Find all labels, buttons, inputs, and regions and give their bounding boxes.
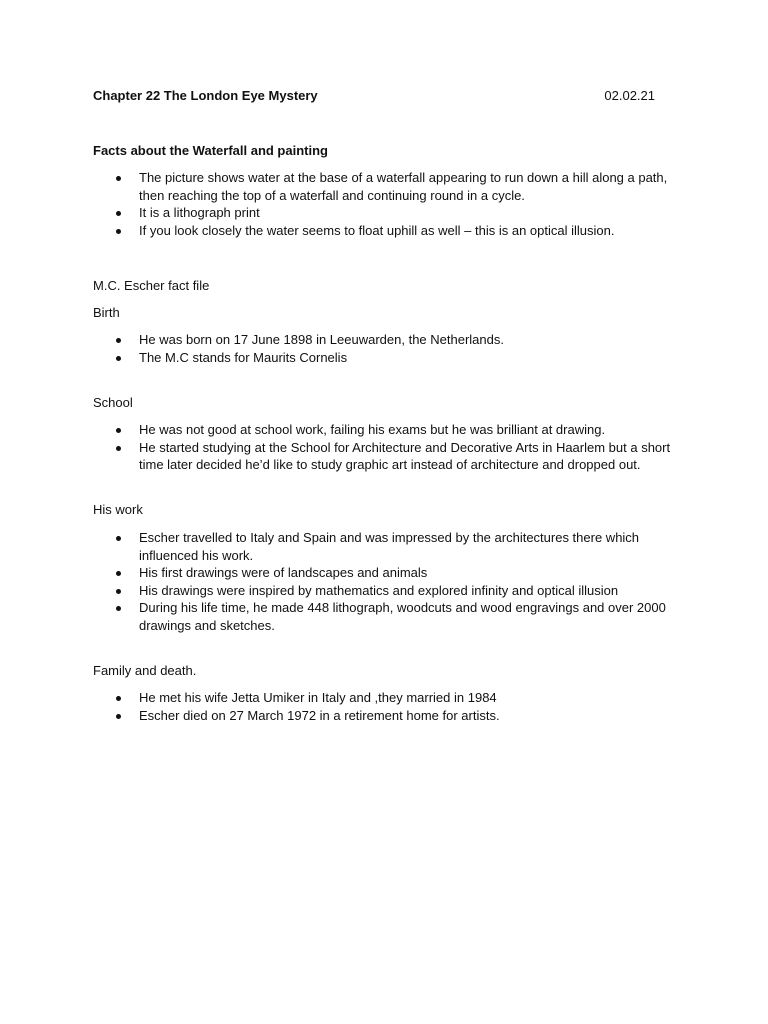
- bullet-icon: [116, 428, 121, 433]
- fact-file-heading: M.C. Escher fact file: [93, 278, 210, 293]
- bullet-icon: [116, 606, 121, 611]
- list-item: [93, 169, 683, 204]
- bullet-icon: [116, 229, 121, 234]
- bullet-icon: [116, 571, 121, 576]
- list-item-text: The M.C stands for Maurits Cornelis: [139, 349, 348, 365]
- bullet-icon: [116, 589, 121, 594]
- title-row: [93, 88, 655, 104]
- list-item-text: He met his wife Jetta Umiker in Italy and ,they married in 1984: [139, 690, 497, 705]
- list-item: [93, 331, 683, 349]
- list-item-text: During his life time, he made 448 lithograph, woodcuts and wood engravings and over 2000 drawings and sketches.: [139, 600, 666, 633]
- bullet-icon: [116, 211, 121, 216]
- list-item: [93, 349, 683, 367]
- bullet-icon: [116, 176, 121, 181]
- list-item-text: His drawings were inspired by mathematics and explored infinity and optical illusion: [139, 582, 619, 598]
- work-heading: His work: [93, 502, 143, 517]
- family-heading: Family and death.: [93, 663, 197, 678]
- school-heading: School: [93, 395, 133, 410]
- list-item: [93, 439, 683, 474]
- list-item-text: He started studying at the School for Architecture and Decorative Arts in Haarlem but a short time later decided he’d like to study graphic art instead of architecture and dropped out.: [139, 439, 671, 473]
- list-item-text: The picture shows water at the base of a waterfall appearing to run down a hill along a path, then reaching the top of a waterfall and continuing round in a cycle.: [139, 170, 668, 203]
- list-item-text: He was not good at school work, failing his exams but he was brilliant at drawing.: [139, 422, 606, 437]
- document-title: Chapter 22 The London Eye Mystery: [93, 88, 318, 103]
- facts-heading: Facts about the Waterfall and painting: [93, 143, 328, 158]
- list-item: [93, 529, 683, 564]
- list-item-text: If you look closely the water seems to float uphill as well – this is an optical illusion.: [139, 222, 615, 238]
- list-item: [93, 599, 683, 634]
- list-item-text: His first drawings were of landscapes and animals: [139, 565, 428, 581]
- bullet-icon: [116, 446, 121, 451]
- list-item: [93, 689, 683, 707]
- list-item-text: He was born on 17 June 1898 in Leeuwarden, the Netherlands.: [139, 332, 504, 347]
- list-item-text: Escher travelled to Italy and Spain and was impressed by the architectures there which influenced his work.: [139, 530, 640, 563]
- list-item: [93, 204, 683, 222]
- family-list: [93, 689, 683, 724]
- birth-heading: Birth: [93, 305, 120, 320]
- document-date: 02.02.21: [604, 88, 655, 103]
- birth-list: [93, 331, 683, 366]
- list-item: [93, 222, 683, 240]
- bullet-icon: [116, 696, 121, 701]
- school-list: [93, 421, 683, 474]
- list-item-text: It is a lithograph print: [139, 205, 260, 221]
- bullet-icon: [116, 536, 121, 541]
- facts-list: [93, 169, 683, 239]
- list-item-text: Escher died on 27 March 1972 in a retirement home for artists.: [139, 707, 500, 723]
- bullet-icon: [116, 714, 121, 719]
- bullet-icon: [116, 356, 121, 361]
- list-item: [93, 421, 683, 439]
- work-list: [93, 529, 683, 635]
- list-item: [93, 564, 683, 582]
- list-item: [93, 707, 683, 725]
- bullet-icon: [116, 338, 121, 343]
- list-item: [93, 582, 683, 600]
